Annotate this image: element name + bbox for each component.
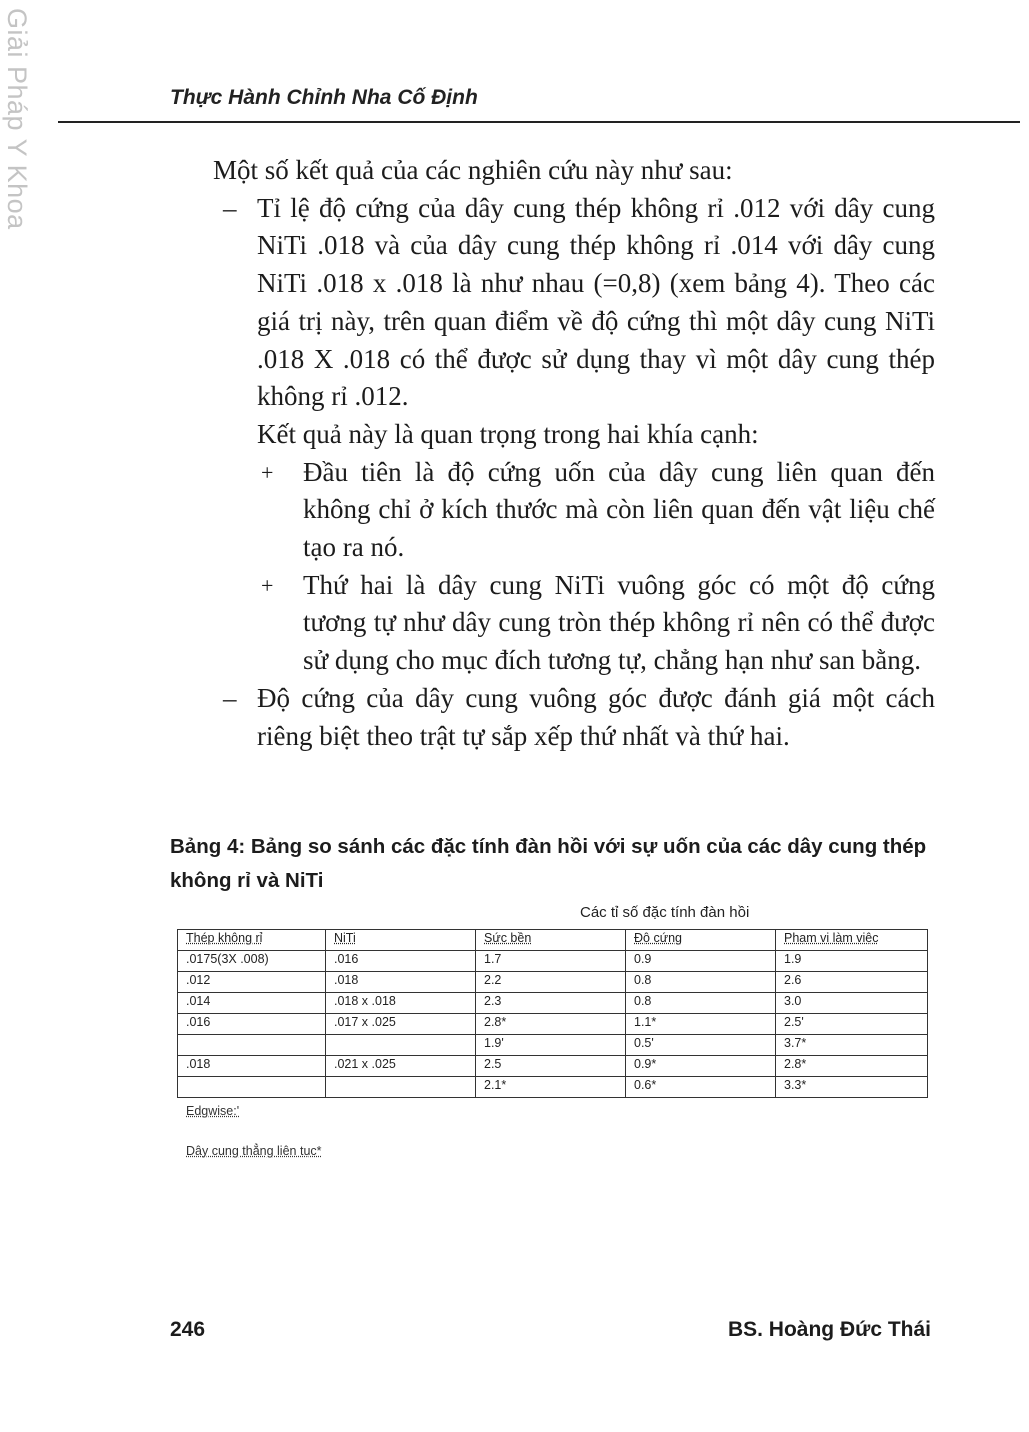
column-header: Thép không rỉ — [178, 930, 326, 951]
table-cell: 0.6* — [626, 1077, 776, 1098]
intro-paragraph: Một số kết quả của các nghiên cứu này như sau: — [213, 155, 733, 185]
table-cell: .016 — [326, 951, 476, 972]
comparison-table — [177, 929, 928, 1098]
table-cell: 0.9 — [626, 951, 776, 972]
list-item-continuation-text: Kết quả này là quan trọng trong hai khía cạnh: — [257, 418, 759, 449]
table-header-row — [178, 930, 928, 951]
table-cell: 1.7 — [476, 951, 626, 972]
table-cell: .018 — [326, 972, 476, 993]
table-note-straight-wire: Dây cung thẳng liên tục* — [186, 1144, 322, 1158]
table-cell: 1.9' — [476, 1035, 626, 1056]
table-cell: 2.5' — [776, 1014, 928, 1035]
table-cell: .0175(3X .008) — [178, 951, 326, 972]
table-row — [178, 1077, 928, 1098]
sub-list-item — [213, 454, 935, 567]
table-cell: 2.8* — [476, 1014, 626, 1035]
table-cell: 3.3* — [776, 1077, 928, 1098]
table-cell: 1.9 — [776, 951, 928, 972]
table-cell: 2.5 — [476, 1056, 626, 1077]
list-item — [213, 680, 935, 755]
table-cell: 0.8 — [626, 972, 776, 993]
plus-bullet: + — [261, 459, 274, 485]
list-item-text: Độ cứng của dây cung vuông góc được đánh giá một cách riêng biệt theo trật tự sắp xếp thứ nhất và thứ hai. — [257, 682, 935, 751]
table-row — [178, 1014, 928, 1035]
table-row — [178, 1056, 928, 1077]
column-header: Độ cứng — [626, 930, 776, 951]
table-cell: .014 — [178, 993, 326, 1014]
sub-list-item-text: Thứ hai là dây cung NiTi vuông góc có một độ cứng tương tự như dây cung tròn thép không rỉ nên có thể được sử dụng cho mục đích tương tự, chẳng hạn như san bằng. — [303, 569, 935, 676]
table-cell: .021 x .025 — [326, 1056, 476, 1077]
table-cell: 1.1* — [626, 1014, 776, 1035]
list-item-text: Tỉ lệ độ cứng của dây cung thép không rỉ .012 với dây cung NiTi .018 và của dây cung thép không rỉ .014 với dây cung NiTi .018 x .018 là như nhau (=0,8) (xem bảng 4). Theo các giá trị này, trên quan điểm về độ cứng thì một dây cung NiTi .018 X .018 có thể được sử dụng thay vì một dây cung thép không rỉ .012. — [257, 192, 935, 412]
table-cell: 3.7* — [776, 1035, 928, 1056]
plus-bullet: + — [261, 572, 274, 598]
table-cell: .016 — [178, 1014, 326, 1035]
table-cell: 2.6 — [776, 972, 928, 993]
running-head: Thực Hành Chỉnh Nha Cố Định — [170, 86, 478, 109]
table-cell: 3.0 — [776, 993, 928, 1014]
column-header: Phạm vi làm việc — [776, 930, 928, 951]
table-super-header: Các tỉ số đặc tính đàn hồi — [580, 904, 750, 921]
table-row — [178, 993, 928, 1014]
page-number: 246 — [170, 1318, 206, 1341]
table-cell — [326, 1077, 476, 1098]
table-cell: .012 — [178, 972, 326, 993]
table-cell — [326, 1035, 476, 1056]
table-row — [178, 972, 928, 993]
body-text — [213, 152, 935, 755]
column-header: Sức bền — [476, 930, 626, 951]
header-rule — [58, 121, 1020, 123]
table-row — [178, 951, 928, 972]
list-item — [213, 190, 935, 416]
table-cell: 2.2 — [476, 972, 626, 993]
table-cell: 2.3 — [476, 993, 626, 1014]
table-cell: 2.8* — [776, 1056, 928, 1077]
author-name: BS. Hoàng Đức Thái — [727, 1318, 931, 1341]
table-cell: 0.5' — [626, 1035, 776, 1056]
list-item-continuation — [213, 416, 935, 454]
table-cell: 2.1* — [476, 1077, 626, 1098]
table-cell: 0.9* — [626, 1056, 776, 1077]
table-cell: .018 — [178, 1056, 326, 1077]
table-cell: 0.8 — [626, 993, 776, 1014]
table-row — [178, 1035, 928, 1056]
table-cell: .018 x .018 — [326, 993, 476, 1014]
table-cell — [178, 1035, 326, 1056]
table-cell: .017 x .025 — [326, 1014, 476, 1035]
sub-list-item-text: Đầu tiên là độ cứng uốn của dây cung liên quan đến không chỉ ở kích thước mà còn liên quan đến vật liệu chế tạo ra nó. — [303, 456, 935, 563]
dash-bullet: – — [223, 682, 237, 713]
sub-list-item — [213, 567, 935, 680]
table-note-edgewise: Edgwise:' — [186, 1104, 240, 1118]
dash-bullet: – — [223, 192, 237, 223]
watermark: Giải Pháp Y Khoa — [2, 8, 32, 230]
table-caption: Bảng 4: Bảng so sánh các đặc tính đàn hồi với sự uốn của các dây cung thép không rỉ và NiTi — [170, 835, 927, 892]
table-cell — [178, 1077, 326, 1098]
column-header: NiTi — [326, 930, 476, 951]
